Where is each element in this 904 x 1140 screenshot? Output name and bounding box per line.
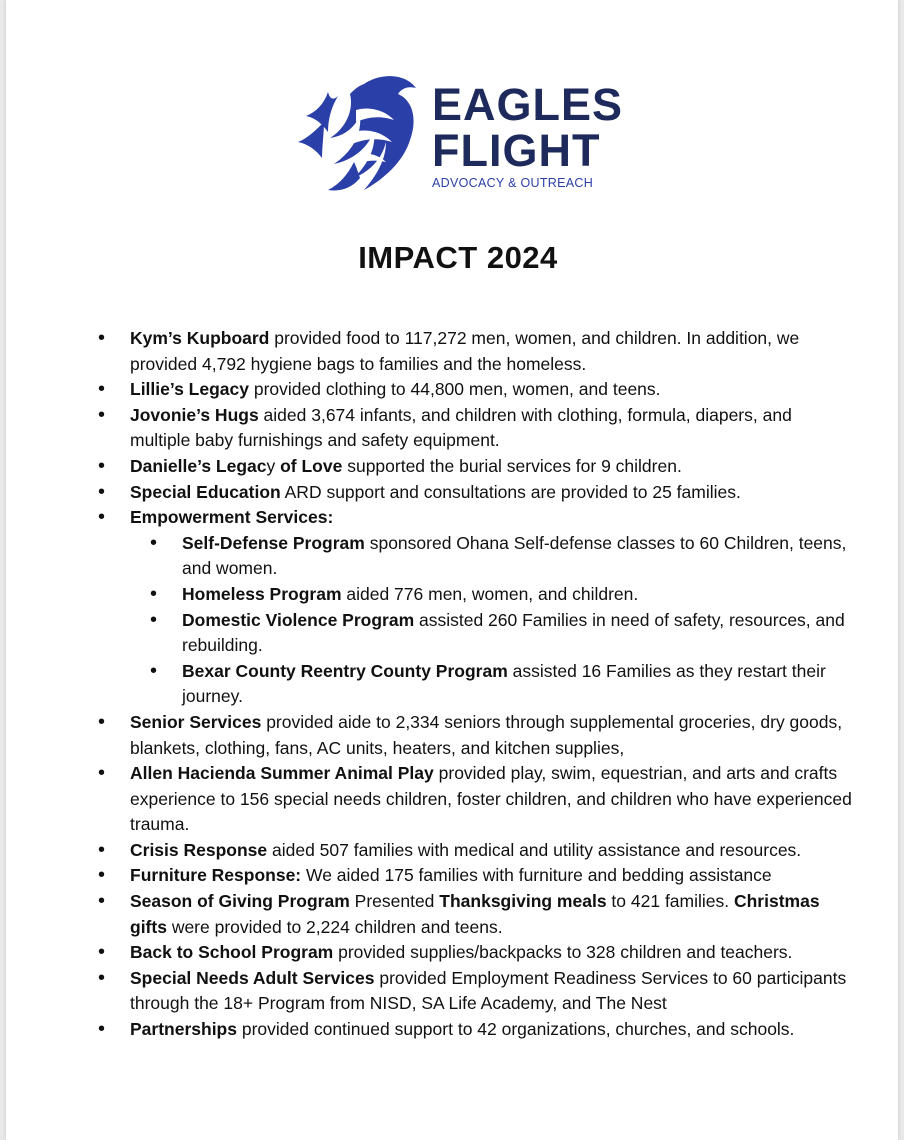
item-heading: Lillie’s Legacy xyxy=(130,379,249,400)
item-text: supported the burial services for 9 children. xyxy=(342,455,682,476)
list-item xyxy=(94,710,854,761)
item-text: provided supplies/backpacks to 328 children and teachers. xyxy=(333,942,793,963)
list-item xyxy=(94,838,854,864)
list-item xyxy=(94,377,854,403)
item-heading: Bexar County Reentry County Program xyxy=(182,660,508,681)
item-heading: Back to School Program xyxy=(130,942,334,963)
list-item xyxy=(94,505,854,710)
item-heading: Domestic Violence Program xyxy=(182,609,415,630)
organization-logo xyxy=(294,66,624,198)
list-item xyxy=(94,1017,854,1043)
item-text: provided continued support to 42 organizations, churches, and schools. xyxy=(236,1019,795,1040)
list-item xyxy=(94,889,854,940)
item-heading: Empowerment Services: xyxy=(130,507,334,528)
item-heading: Homeless Program xyxy=(182,583,342,604)
item-text: aided 3,674 infants, and children with clothing, formula, diapers, and multiple baby furnishings and safety equipment. xyxy=(130,404,792,451)
item-heading: Special Needs Adult Services xyxy=(130,967,375,988)
page-title: IMPACT 2024 xyxy=(358,240,558,275)
item-heading: Special Education xyxy=(130,481,281,502)
item-text: provided clothing to 44,800 men, women, and teens. xyxy=(249,379,661,400)
empowerment-sublist xyxy=(130,531,854,710)
item-heading-fragment: y xyxy=(266,455,276,476)
document-page xyxy=(6,0,898,1140)
item-text: sponsored Ohana Self-defense classes to 60 Children, teens, and women. xyxy=(182,532,847,579)
list-item xyxy=(94,403,854,454)
item-text: assisted 16 Families as they restart their journey. xyxy=(182,660,826,707)
impact-list xyxy=(94,326,854,1043)
item-heading: Danielle’s Legac xyxy=(130,455,267,476)
item-text: ARD support and consultations are provided to 25 families. xyxy=(280,481,741,502)
item-heading: Self-Defense Program xyxy=(182,532,365,553)
logo-text-line2: FLIGHT xyxy=(432,125,601,176)
list-item xyxy=(94,940,854,966)
item-text: provided play, swim, equestrian, and arts and crafts experience to 156 special needs children, foster children, and children who have experienced trauma. xyxy=(130,763,852,835)
item-text: assisted 260 Families in need of safety, resources, and rebuilding. xyxy=(182,609,845,656)
list-item xyxy=(94,480,854,506)
item-emphasis: Thanksgiving meals xyxy=(439,891,607,912)
sub-list-item xyxy=(146,582,854,608)
list-item xyxy=(94,326,854,377)
item-heading: Furniture Response: xyxy=(130,865,302,886)
logo-text-line1: EAGLES xyxy=(432,79,624,130)
list-item xyxy=(94,863,854,889)
logo-tagline: ADVOCACY & OUTREACH xyxy=(432,176,594,190)
item-text: aided 507 families with medical and utility assistance and resources. xyxy=(267,839,802,860)
item-text: aided 776 men, women, and children. xyxy=(341,583,639,604)
sub-list-item xyxy=(146,608,854,659)
item-text: provided Employment Readiness Services to 60 participants through the 18+ Program from NISD, SA Life Academy, and The Nest xyxy=(130,967,847,1014)
sub-list-item xyxy=(146,531,854,582)
eagle-icon xyxy=(294,66,434,198)
item-heading: Senior Services xyxy=(130,711,262,732)
item-text: provided aide to 2,334 seniors through supplemental groceries, dry goods, blankets, clothing, fans, AC units, heaters, and kitchen supplies, xyxy=(130,711,843,758)
list-item xyxy=(94,761,854,838)
item-heading: Season of Giving Program xyxy=(130,891,350,912)
item-heading: Kym’s Kupboard xyxy=(130,328,270,348)
item-heading: Allen Hacienda Summer Animal Play xyxy=(130,763,434,784)
item-heading: Partnerships xyxy=(130,1019,237,1040)
item-text: Presented xyxy=(349,891,440,912)
item-text: We aided 175 families with furniture and bedding assistance xyxy=(301,865,772,886)
list-item xyxy=(94,966,854,1017)
item-text: were provided to 2,224 children and teens. xyxy=(166,916,503,937)
item-emphasis: Christmas gifts xyxy=(130,891,820,937)
item-heading-continued: of Love xyxy=(275,455,343,476)
item-text: provided food to 117,272 men, women, and children. In addition, we provided 4,792 hygiene bags to families and the homeless. xyxy=(130,328,800,374)
sub-list-item xyxy=(146,659,854,710)
item-heading: Jovonie’s Hugs xyxy=(130,404,259,425)
item-text: to 421 families. xyxy=(606,891,734,912)
list-item xyxy=(94,454,854,480)
item-heading: Crisis Response xyxy=(130,839,268,860)
